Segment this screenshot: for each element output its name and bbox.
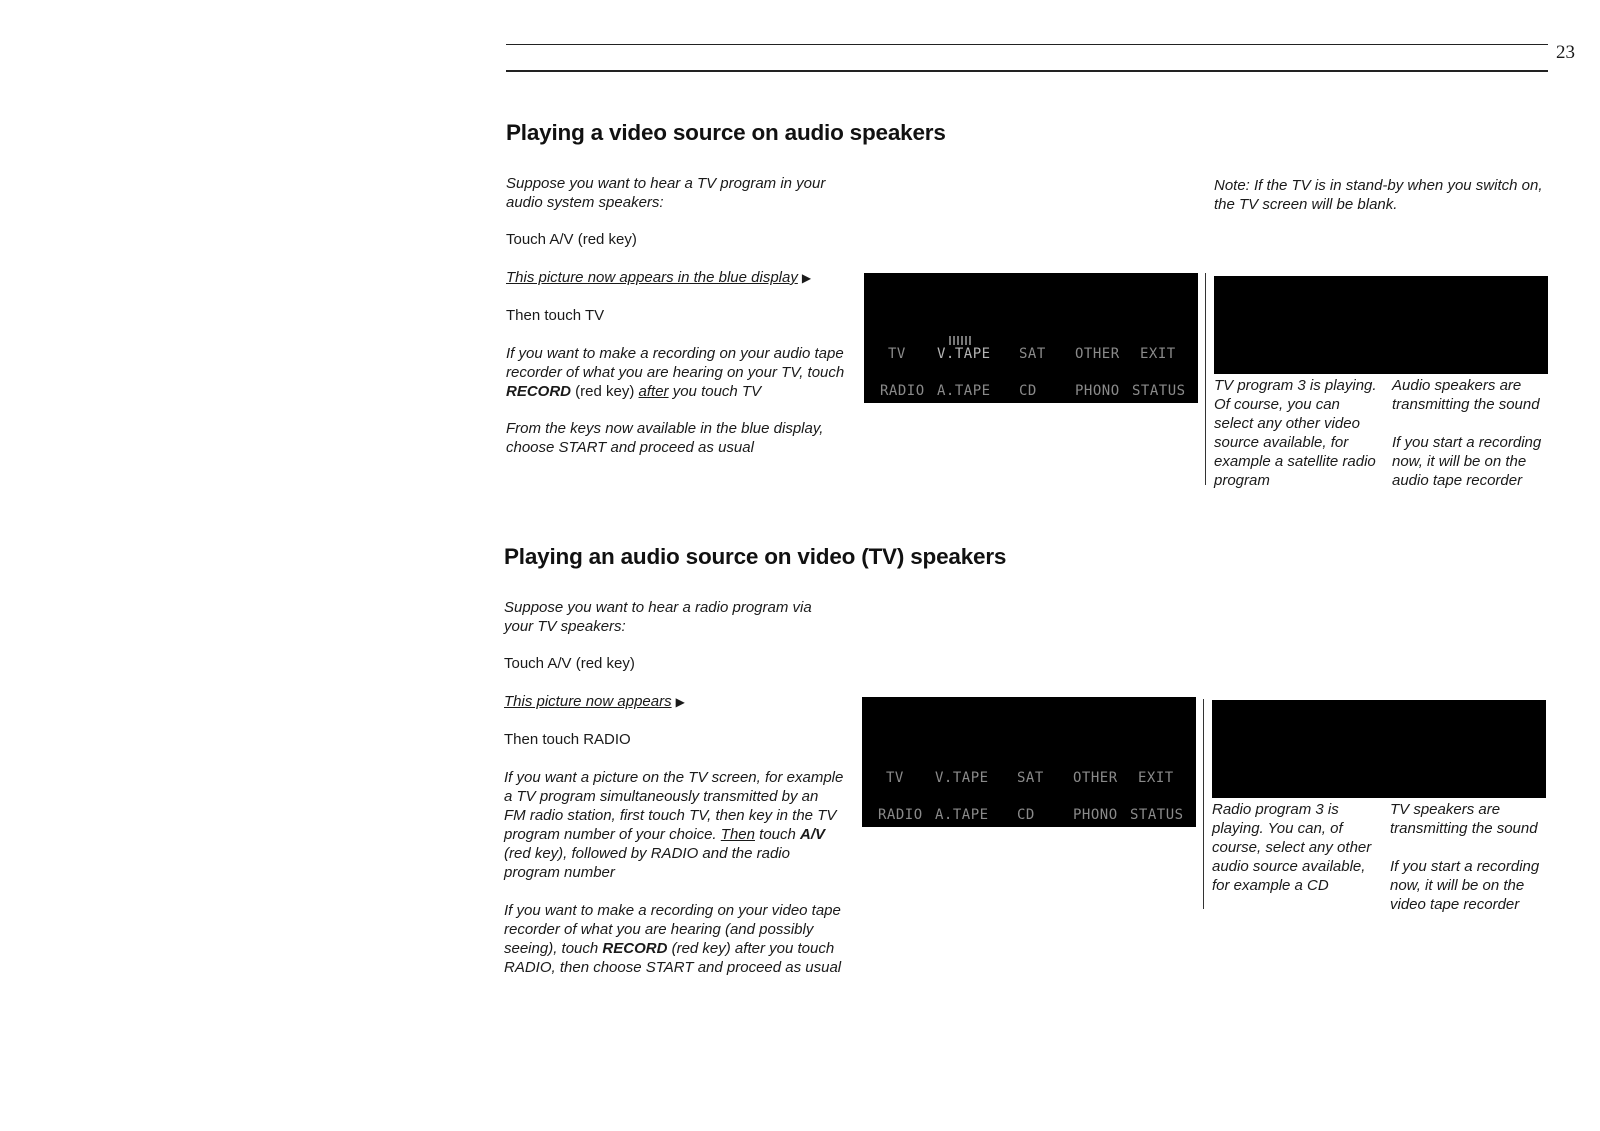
picture-appears-line xyxy=(504,692,844,712)
tv-screen-blank xyxy=(1212,700,1546,798)
caption-recording: If you start a recording now, it will be on the video tape recorder xyxy=(1390,858,1540,913)
display-key-tv: TV xyxy=(888,346,906,362)
picture-instruction xyxy=(504,768,844,882)
recording-instruction xyxy=(506,344,846,401)
display-key-status: STATUS xyxy=(1130,807,1184,823)
display-key-tv: TV xyxy=(886,770,904,786)
from-keys-instruction: From the keys now available in the blue display, choose START and proceed as usual xyxy=(506,420,824,456)
display-panel xyxy=(862,697,1196,827)
av-key-label: A/V xyxy=(800,826,826,843)
display-key-other: OTHER xyxy=(1075,346,1120,362)
display-key-exit: EXIT xyxy=(1140,346,1176,362)
recording-text-mid: (red key) xyxy=(571,383,639,400)
display-key-sat: SAT xyxy=(1017,770,1044,786)
then-touch-instruction: Then touch RADIO xyxy=(504,731,631,748)
display-key-sat: SAT xyxy=(1019,346,1046,362)
record-key-label: RECORD xyxy=(602,940,668,957)
recording-text-pre: If you want to make a recording on your video tape recorder of what you are hearing (and possibly seeing), touch xyxy=(504,902,841,957)
display-key-vtape: V.TAPE xyxy=(937,346,991,362)
display-key-atape: A.TAPE xyxy=(937,383,991,399)
intro-text: Suppose you want to hear a radio program via your TV speakers: xyxy=(504,599,812,635)
picture-appears-line xyxy=(506,268,866,288)
display-key-phono: PHONO xyxy=(1073,807,1118,823)
display-key-other: OTHER xyxy=(1073,770,1118,786)
header-rule-thin xyxy=(506,44,1548,45)
recording-text-post: you touch TV xyxy=(668,383,762,400)
note-text: Note: If the TV is in stand-by when you switch on, the TV screen will be blank. xyxy=(1214,177,1543,213)
arrow-right-icon: ▶ xyxy=(801,271,812,285)
section-title: Playing a video source on audio speakers xyxy=(506,120,946,145)
display-key-cd: CD xyxy=(1017,807,1035,823)
recording-instruction xyxy=(504,901,844,977)
section-title: Playing an audio source on video (TV) speakers xyxy=(504,544,1007,569)
display-key-radio: RADIO xyxy=(880,383,925,399)
picture-appears-link: This picture now appears xyxy=(504,693,672,710)
record-key-label: RECORD xyxy=(506,383,572,400)
picture-text-post: (red key), followed by RADIO and the radio program number xyxy=(504,845,790,881)
display-key-exit: EXIT xyxy=(1138,770,1174,786)
tv-screen-blank xyxy=(1214,276,1548,374)
picture-text-pre: If you want a picture on the TV screen, for example a TV program simultaneously transmitted by an FM radio station, first touch TV, then key in the TV program number of your choice. xyxy=(504,769,844,843)
display-key-cd: CD xyxy=(1019,383,1037,399)
caption-recording: If you start a recording now, it will be on the audio tape recorder xyxy=(1392,434,1542,489)
page-number: 23 xyxy=(1556,42,1575,63)
caption-playing: TV program 3 is playing. Of course, you can select any other video source available, for example a satellite radio program xyxy=(1214,377,1377,489)
picture-text-mid: touch xyxy=(754,826,801,843)
touch-av-instruction: Touch A/V (red key) xyxy=(504,655,635,672)
display-key-radio: RADIO xyxy=(878,807,923,823)
picture-text-then: Then xyxy=(720,826,755,843)
display-key-vtape: V.TAPE xyxy=(935,770,989,786)
blue-display-panel xyxy=(864,273,1198,403)
display-key-phono: PHONO xyxy=(1075,383,1120,399)
touch-av-instruction: Touch A/V (red key) xyxy=(506,231,637,248)
divider-line xyxy=(1205,273,1206,485)
arrow-right-icon: ▶ xyxy=(675,695,685,709)
caption-speakers: Audio speakers are transmitting the sound xyxy=(1392,377,1540,413)
caption-playing: Radio program 3 is playing. You can, of course, select any other audio source available, for example a CD xyxy=(1212,801,1372,894)
picture-appears-link: This picture now appears in the blue display xyxy=(506,269,798,286)
divider-line xyxy=(1203,699,1204,909)
then-touch-instruction: Then touch TV xyxy=(506,307,605,324)
caption-speakers: TV speakers are transmitting the sound xyxy=(1390,801,1538,837)
recording-text-pre: If you want to make a recording on your audio tape recorder of what you are hearing on your TV, touch xyxy=(506,345,845,381)
header-rule-thick xyxy=(506,70,1548,72)
intro-text: Suppose you want to hear a TV program in your audio system speakers: xyxy=(506,175,826,211)
recording-text-after: after xyxy=(638,383,669,400)
display-key-status: STATUS xyxy=(1132,383,1186,399)
display-key-atape: A.TAPE xyxy=(935,807,989,823)
recording-text-post: (red key) after you touch RADIO, then choose START and proceed as usual xyxy=(504,940,842,976)
